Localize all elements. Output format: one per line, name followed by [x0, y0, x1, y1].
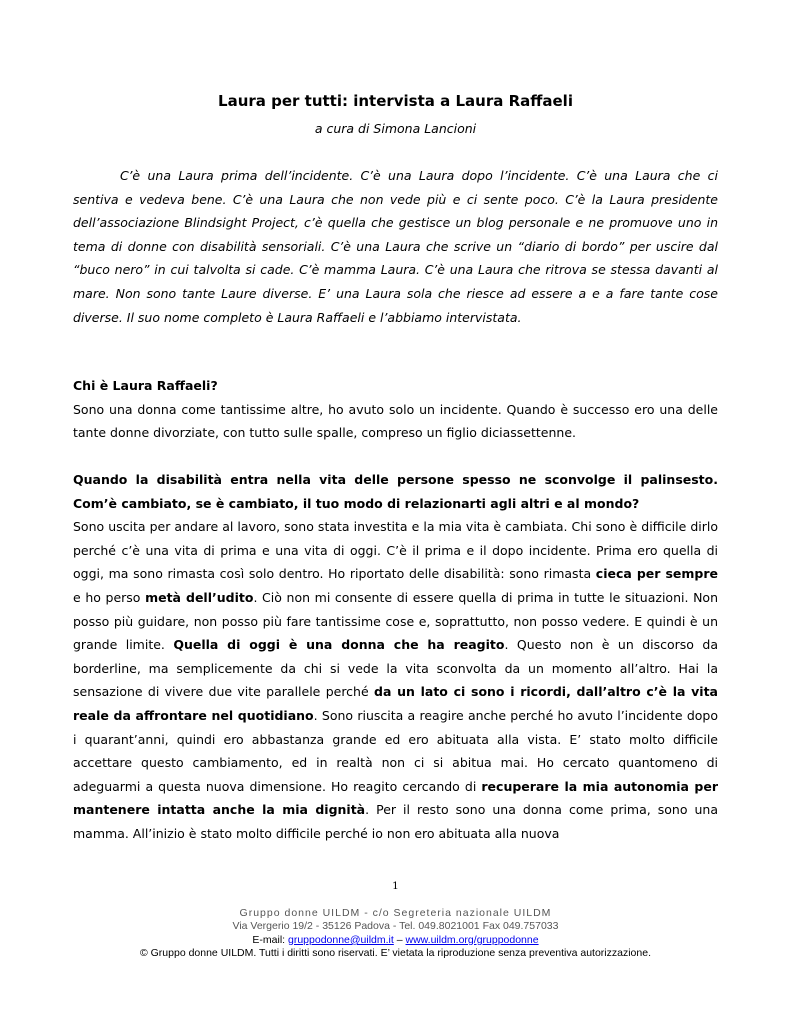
answer-2-text-2: e ho perso [73, 589, 146, 605]
document-title: Laura per tutti: intervista a Laura Raffaeli [218, 92, 573, 110]
page-footer [0, 907, 791, 961]
footer-email-link[interactable]: gruppodonne@uildm.it [288, 933, 394, 946]
answer-2-text-5: . Sono riuscita a reagire anche perché ho avuto l’incidente dopo i quarant’anni, quindi ero abbastanza grande ed ero abituata alla vista. E’ stato molto difficile accettare questo cambiamento, ed in realtà non ci si abitua mai. Ho cercato quantomeno di adeguarmi a questa nuova dimensione. Ho reagito cercando di [73, 707, 718, 794]
footer-website-link[interactable]: www.uildm.org/gruppodonne [405, 933, 539, 946]
intro-paragraph: C’è una Laura prima dell’incidente. C’è una Laura dopo l’incidente. C’è una Laura che ci sentiva e vedeva bene. C’è una Laura che non vede più e ci sente poco. C’è la Laura presidente dell’associazione Blindsight Project, c’è quella che gestisce un blog personale e ne promuove uno in tema di donne con disabilità sensoriali. C’è una Laura che scrive un “diario di bordo” per uscire dal “buco nero” in cui talvolta si cade. C’è mamma Laura. C’è una Laura che ritrova se stessa davanti al mare. Non sono tante Laure diverse. E’ una Laura sola che riesce ad essere a e a fare tante cose diverse. Il suo nome completo è Laura Raffaeli e l’abbiamo intervistata. [73, 168, 718, 325]
footer-separator: – [393, 933, 406, 946]
footer-email-label: E-mail: [252, 933, 288, 946]
answer-1: Sono una donna come tantissime altre, ho avuto solo un incidente. Quando è successo ero una delle tante donne divorziate, con tutto sulle spalle, compreso un figlio diciassettenne. [73, 401, 718, 441]
page-number: 1 [392, 880, 399, 892]
answer-2-bold-5: recuperare la mia autonomia per mantenere intatta anche la mia dignità [73, 778, 719, 818]
answer-2-text-3: . Ciò non mi consente di essere quella di prima in tutte le situazioni. Non posso più guidare, non posso più fare tantissime cose e, soprattutto, non posso vedere. E quindi è un grande limite. [73, 589, 718, 653]
answer-2-text-6: . Per il resto sono una donna come prima, sono una mamma. All’inizio è stato molto difficile perché io non ero abituata alla nuova [73, 802, 718, 841]
footer-address: Via Vergerio 19/2 - 35126 Padova - Tel. 049.8021001 Fax 049.757033 [232, 920, 559, 933]
answer-2-bold-3: Quella di oggi è una donna che ha reagito [173, 637, 505, 653]
question-2: Quando la disabilità entra nella vita delle persone spesso ne sconvolge il palinsesto. Com’è cambiato, se è cambiato, il tuo modo di relazionarti agli altri e al mondo? [73, 472, 718, 511]
author-line: a cura di Simona Lancioni [314, 121, 477, 136]
answer-2-text-1: Sono uscita per andare al lavoro, sono stata investita e la mia vita è cambiata. Chi sono è difficile dirlo perché c’è una vita di prima e una vita di oggi. C’è il prima e il dopo incidente. Prima ero quella di oggi, ma sono rimasta così solo dentro. Ho riportato delle disabilità: sono rimasta [73, 519, 718, 582]
footer-copyright: © Gruppo donne UILDM. Tutti i diritti sono riservati. E’ vietata la riproduzione senza preventiva autorizzazione. [139, 947, 651, 960]
answer-2-text-4: . Questo non è un discorso da borderline, ma semplicemente da chi si vede la vita sconvolta da un momento all’altro. Hai la sensazione di vivere due vite parallele perché [73, 637, 718, 700]
answer-2-bold-4: da un lato ci sono i ricordi, dall’altro c’è la vita reale da affrontare nel quotidiano [73, 684, 718, 723]
question-1: Chi è Laura Raffaeli? [73, 378, 218, 393]
footer-organization: Gruppo donne UILDM - c/o Segreteria nazionale UILDM [239, 907, 552, 919]
question-1-block [73, 374, 718, 445]
answer-2-bold-2: metà dell’udito [145, 589, 254, 605]
question-2-block [73, 468, 718, 846]
answer-2-bold-1: cieca per sempre [595, 566, 719, 582]
footer-contacts [0, 934, 791, 947]
